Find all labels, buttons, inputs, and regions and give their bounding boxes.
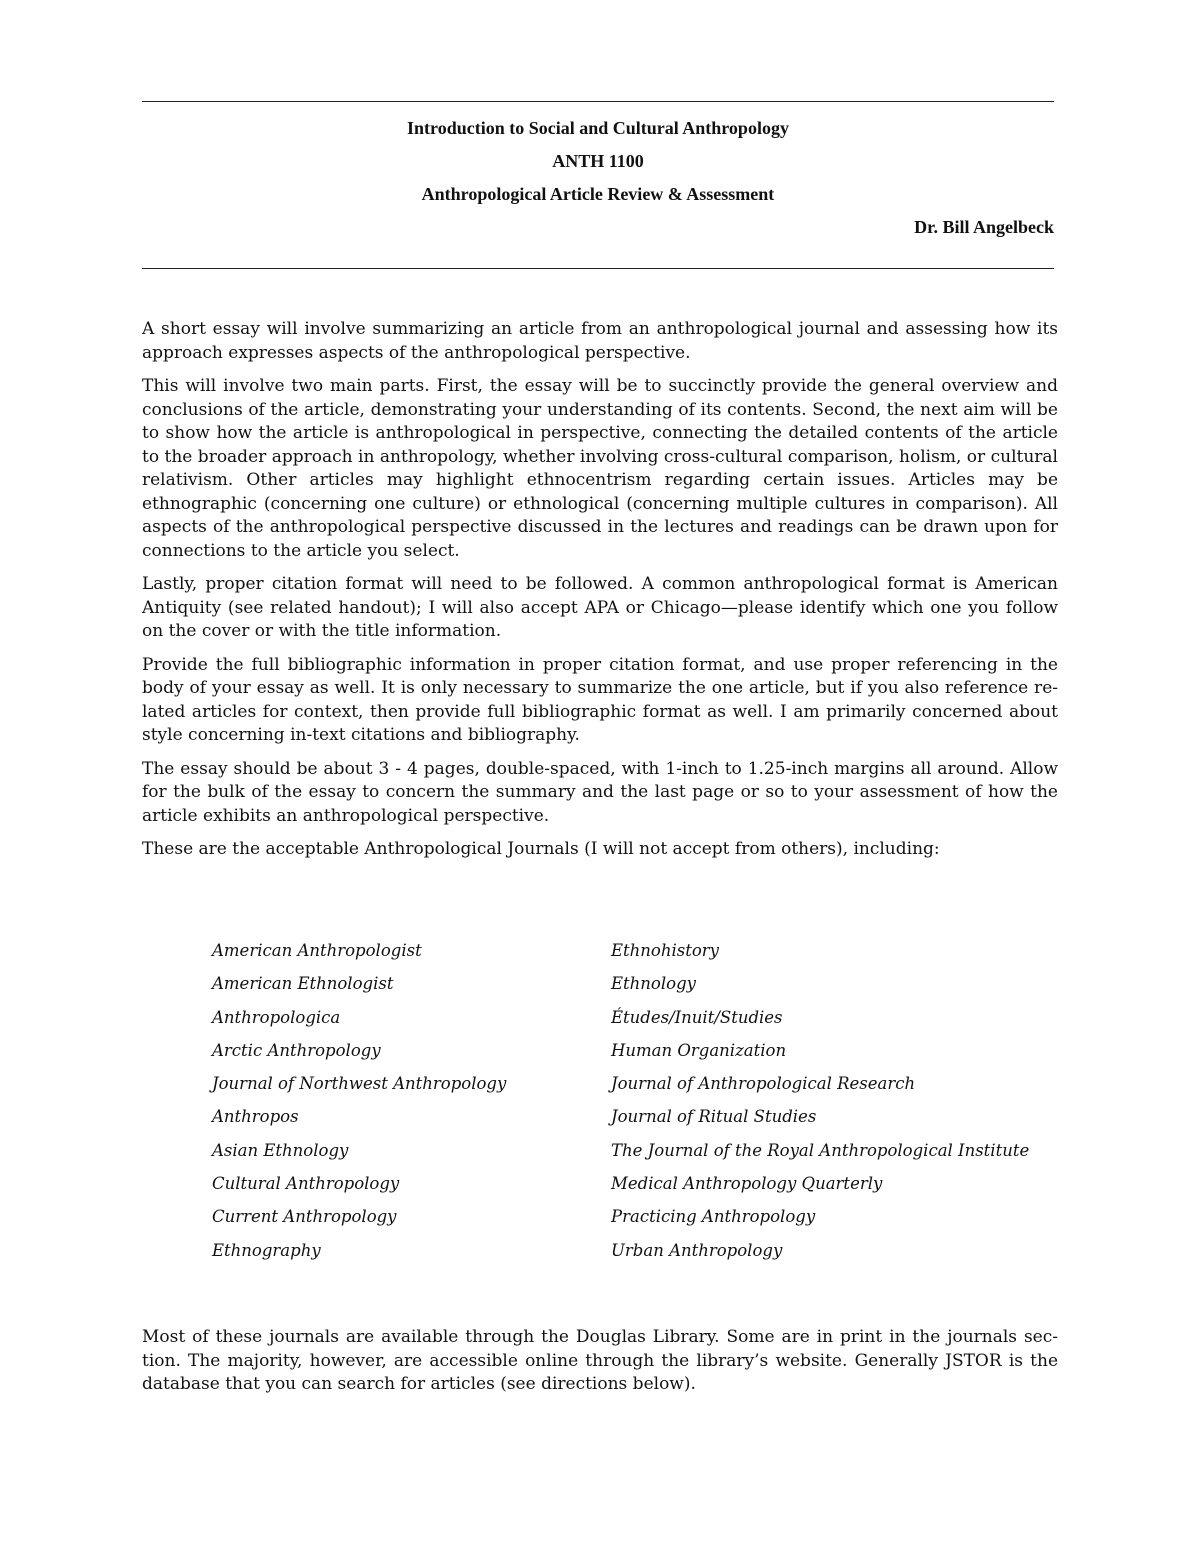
top-divider: [142, 101, 1054, 102]
journal-item: Journal of Northwest Anthropology: [212, 1074, 507, 1094]
journal-item: Practicing Anthropology: [611, 1207, 816, 1227]
journal-item: The Journal of the Royal Anthropological Institute: [611, 1140, 1030, 1160]
journal-item: Asian Ethnology: [212, 1140, 349, 1160]
paragraph-library: Most of these journals are available through the Douglas Library. Some are in print in the journals section. The majority, however, are accessible online through the library’s website. Generally JSTOR is the database that you can search for articles (see directions below).: [142, 1327, 1058, 1394]
course-title: Introduction to Social and Cultural Anthropology: [407, 118, 789, 138]
journal-item: Arctic Anthropology: [212, 1040, 381, 1060]
journal-item: Journal of Ritual Studies: [611, 1107, 817, 1127]
paragraph-intro: A short essay will involve summarizing an article from an anthropological journal and assessing how its approach expresses aspects of the anthropological perspective.: [142, 319, 1058, 363]
journal-item: Current Anthropology: [212, 1207, 397, 1227]
journal-item: Ethnohistory: [611, 941, 720, 960]
course-code: ANTH 1100: [552, 151, 644, 171]
assignment-body: [142, 318, 1058, 872]
paragraph-citation: Lastly, proper citation format will need to be followed. A common anthropological format is American Antiquity (see related handout); I will also accept APA or Chicago—please identify which one you follow on the cover or with the title information.: [142, 574, 1058, 641]
journal-item: Études/Inuit/Studies: [611, 1007, 783, 1027]
journal-item: American Anthropologist: [212, 941, 422, 960]
journal-item: Medical Anthropology Quarterly: [611, 1174, 883, 1194]
bottom-divider: [142, 268, 1054, 269]
paragraph-length: The essay should be about 3 - 4 pages, double-spaced, with 1-inch to 1.25-inch margins all around. Allow for the bulk of the essay to concern the summary and the last page or so to your assessment of how the article exhibits an anthropological perspective.: [142, 758, 1058, 826]
journal-item: Cultural Anthropology: [212, 1174, 400, 1194]
journal-item: Anthropos: [212, 1107, 299, 1127]
journal-item: Urban Anthropology: [611, 1240, 783, 1260]
paragraph-bibliography: Provide the full bibliographic information in proper citation format, and use proper referencing in the body of your essay as well. It is only necessary to summarize the one article, but if you also reference related articles for context, then provide full bibliographic format as well. I am primarily concerned about style concerning in-text citations and bibliography.: [142, 654, 1058, 745]
journal-item: Ethnography: [212, 1240, 321, 1260]
journal-list: [212, 934, 1052, 1267]
journal-item: Human Organization: [611, 1040, 787, 1060]
journal-item: Journal of Anthropological Research: [611, 1074, 916, 1094]
paragraph-journals-intro: These are the acceptable Anthropological Journals (I will not accept from others), including:: [142, 839, 940, 859]
journal-item: American Ethnologist: [212, 974, 394, 994]
instructor-name: Dr. Bill Angelbeck: [914, 217, 1054, 237]
assignment-title: Anthropological Article Review & Assessment: [421, 184, 775, 204]
paragraph-two-parts: This will involve two main parts. First, the essay will be to succinctly provide the general overview and conclusions of the article, demonstrating your understanding of its contents. Second, the next aim will be to show how the article is anthropological in perspective, connecting the detailed contents of the article to the broader approach in anthropology, whether involving cross-cultural comparison, holism, or cultural relativism. Other articles may highlight ethnocentrism regarding certain issues. Articles may be ethnographic (concerning one culture) or ethnological (concerning multiple cultures in comparison). All aspects of the anthropological perspective discussed in the lectures and readings can be drawn upon for connections to the article you select.: [142, 376, 1058, 561]
journal-item: Anthropologica: [212, 1007, 341, 1027]
closing-section: [142, 1326, 1058, 1397]
journal-item: Ethnology: [611, 974, 696, 994]
